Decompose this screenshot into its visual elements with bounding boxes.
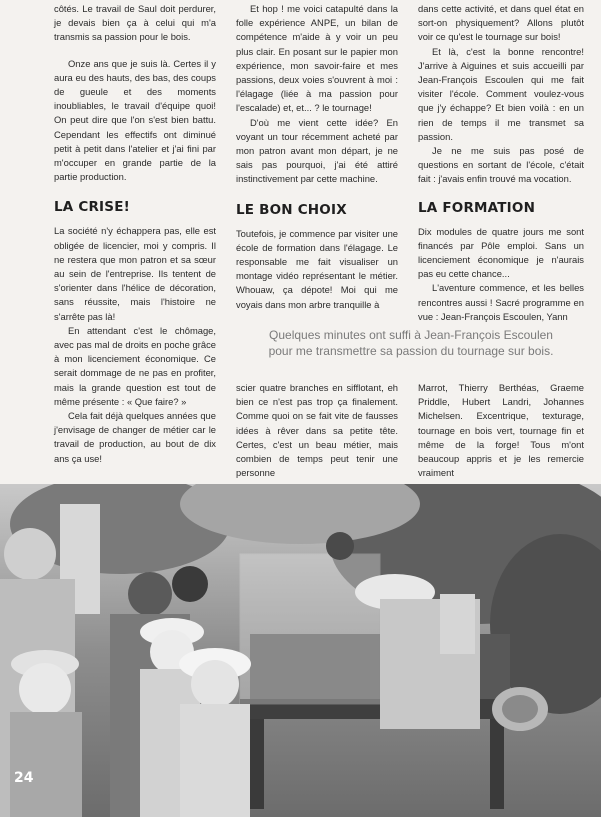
- paragraph: Toutefois, je commence par visiter une école de formation dans l'élagage. Le responsable me fait visualiser un montage vidéo représentant le métier. Whouaw, ça dépote! Moi qui me voyais dans mon arbre tranquille à: [236, 227, 398, 310]
- section-heading-crise: LA CRISE!: [54, 199, 130, 216]
- pull-quote-line: pour me transmettre sa passion du tournage sur bois.: [268, 344, 554, 358]
- photo-illustration: [0, 484, 601, 817]
- page-number: 24: [14, 770, 34, 786]
- paragraph: dans cette activité, et dans quel état en sort-on physiquement? Allons plutôt voir ce qu'est le tournage sur bois!: [418, 3, 584, 43]
- paragraph: En attendant c'est le chômage, avec pas mal de droits en poche grâce à mon licenciement économique. Ce serait dommage de ne pas en profiter, mais la grande question est tout de même présente : « Que faire? »: [54, 324, 216, 407]
- column-1: [54, 2, 216, 466]
- paragraph: côtés. Le travail de Saul doit perdurer, je devais bien ça à celui qui m'a transmis sa passion pour le bois.: [54, 3, 216, 43]
- column-2-continued: [236, 381, 398, 480]
- paragraph: D'où me vient cette idée? En voyant un tour récemment acheté par mon patron avant mon départ, je ne sais pas pourquoi, j'ai été attiré instinctivement par cette machine.: [236, 116, 398, 185]
- paragraph: Marrot, Thierry Berthéas, Graeme Priddle, Hubert Landri, Johannes Michelsen. Excentrique, texturage, tournage en bois vert, tournage fin et même de la forge! Tous m'ont beaucoup appris et je les remercie vraiment: [418, 382, 584, 479]
- workshop-photo: [0, 484, 601, 817]
- column-3-continued: [418, 381, 584, 480]
- paragraph: Je ne me suis pas posé de questions en sortant de l'école, c'était fait : j'avais enfin trouvé ma vocation.: [418, 145, 584, 185]
- column-2: [236, 2, 398, 312]
- section-heading-formation: LA FORMATION: [418, 199, 536, 216]
- column-3: [418, 2, 584, 324]
- paragraph: Onze ans que je suis là. Certes il y aura eu des hauts, des bas, des coups de gueule et des moments inoubliables, le travail d'équipe quoi! On peut dire que l'on s'est bien battu. Cependant les effectifs ont diminué petit à petit dans l'atelier et j'ai fini par m'occuper en grande partie de la partie production.: [54, 57, 216, 183]
- paragraph: Et hop ! me voici catapulté dans la folle expérience ANPE, un bilan de compétence m'aide à y voir un peu plus clair. En posant sur le papier mon expérience, mon savoir-faire et mes passions, deux voies s'ouvrent à moi : l'élagage (liée à ma passion pour l'escalade) et, et... ? le tournage!: [236, 3, 398, 114]
- section-heading-bon-choix: LE BON CHOIX: [236, 201, 347, 218]
- paragraph: La société n'y échappera pas, elle est obligée de licencier, moi y compris. Il ne restera que mon patron et sa sœur au sein de l'entreprise. Ils tentent de s'orienter dans l'hélice de décoration, sans réussite, mais l'histoire ne s'arrête pas là!: [54, 225, 216, 322]
- paragraph: Cela fait déjà quelques années que j'envisage de changer de métier car le travail de production, au bout de dix ans ça use!: [54, 410, 216, 464]
- paragraph: scier quatre branches en sifflotant, eh bien ce n'est pas trop ça finalement. Comme quoi on se fait vite de fausses idées à rêver dans sa petite tête. Certes, c'est un beau métier, mais combien de temps peut tenir une personne: [236, 382, 398, 479]
- pull-quote: [236, 327, 586, 359]
- paragraph: Dix modules de quatre jours me sont financés par Pôle emploi. Sans un licenciement économique je n'aurais pas eu cette chance...: [418, 225, 584, 280]
- paragraph: L'aventure commence, et les belles rencontres aussi ! Sacré programme en vue : Jean-François Escoulen, Yann: [418, 282, 584, 322]
- paragraph: Et là, c'est la bonne rencontre! J'arrive à Aiguines et suis accueilli par Jean-François Escoulen qui me fait visiter l'école. Comment voulez-vous que j'y échappe? Et bien voilà : en un rien de temps il me transmet sa passion.: [418, 45, 584, 142]
- pull-quote-line: Quelques minutes ont suffi à Jean-François Escoulen: [269, 328, 553, 342]
